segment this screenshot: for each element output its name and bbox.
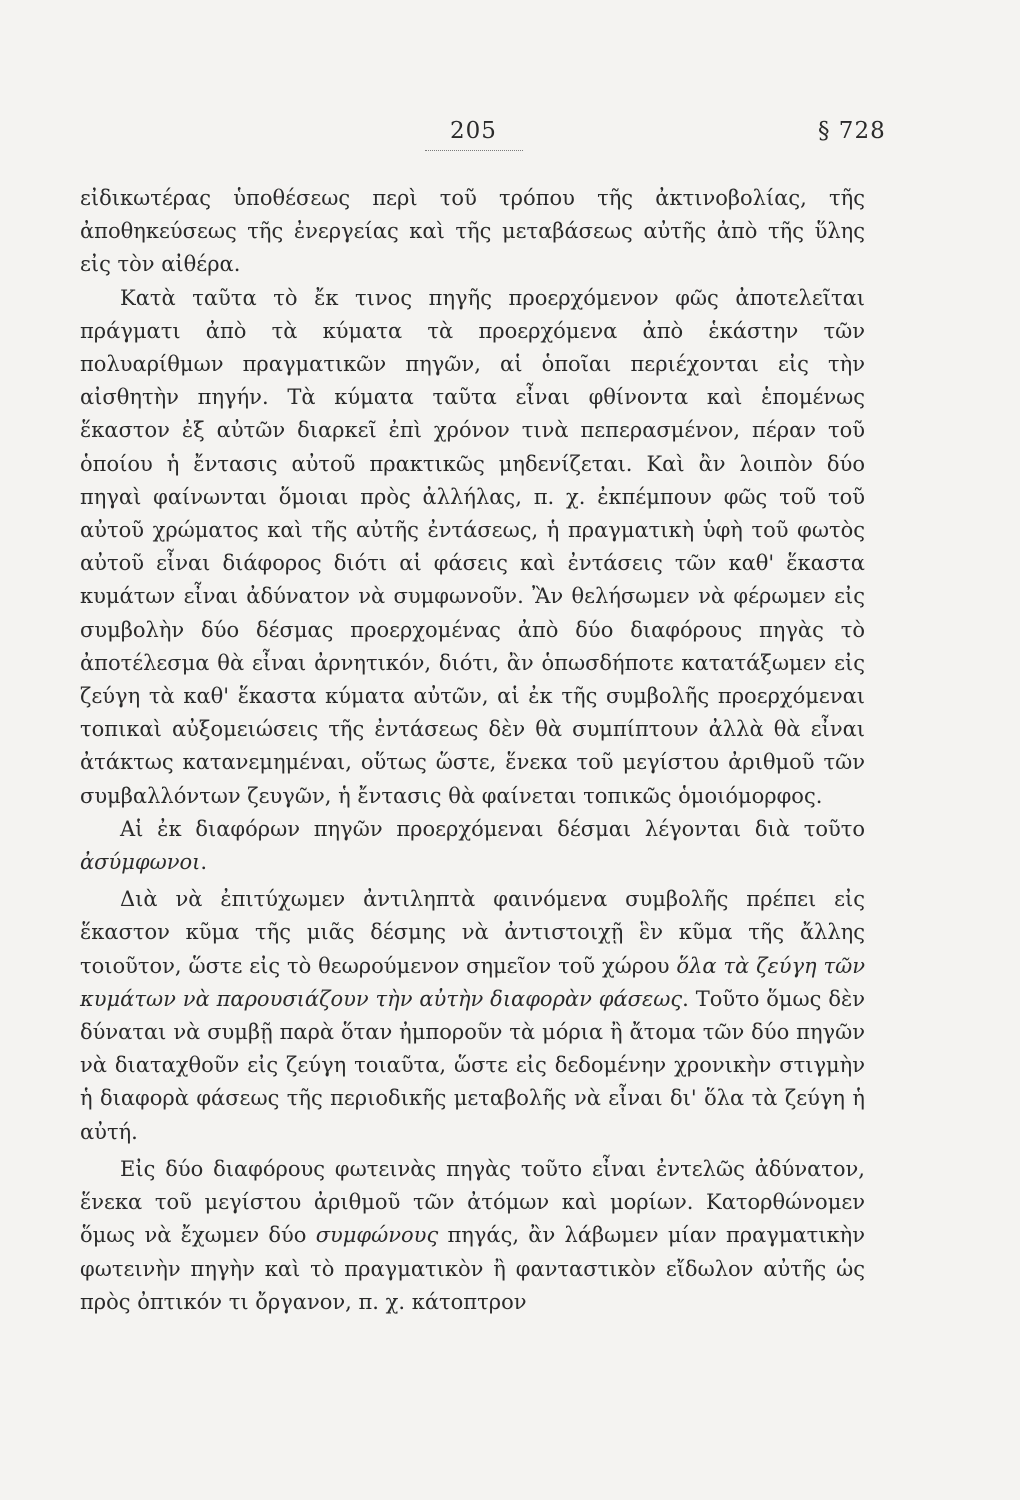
paragraph-continuation: εἰδικωτέρας ὑποθέσεως περὶ τοῦ τρόπου τῆς ἀκτινοβολίας, τῆς ἀποθηκεύσεως τῆς ἐνεργείας καὶ τῆς μεταβάσεως αὐτῆς ἀπὸ τῆς ὕλης εἰς τὸν αἰθέρα. [80, 186, 865, 277]
paragraph [80, 1153, 865, 1319]
page-number-underline [425, 150, 523, 151]
emphasized-term: συμφώνους [315, 1223, 439, 1248]
body-text [80, 182, 865, 1319]
emphasized-term: ἀσύμφωνοι [80, 850, 201, 875]
paragraph-text: . [200, 850, 208, 875]
paragraph-text: πηγάς, ἂν λάβωμεν μίαν πραγματικὴν φωτεινὴν πηγὴν καὶ τὸ πραγματικὸν ἢ φανταστικὸν εἴδωλον αὐτῆς ὡς πρὸς ὀπτικόν τι ὄργανον, π. χ. κάτοπτρον [80, 1223, 865, 1314]
page-number: 205 [450, 118, 497, 144]
section-reference: § 728 [818, 118, 886, 144]
paragraph [80, 883, 865, 1149]
paragraph-text: Εἰς δύο διαφόρους φωτεινὰς πηγὰς τοῦτο εἶναι ἐντελῶς ἀδύνατον, ἕνεκα τοῦ μεγίστου ἀριθμοῦ τῶν ἀτόμων καὶ μορίων. Κατορθώνομεν ὅμως νὰ ἔχωμεν δύο [80, 1156, 865, 1248]
emphasized-phrase: ὅλα τὰ ζεύγη τῶν κυμάτων νὰ παρουσιάζουν τὴν αὐτὴν διαφορὰν φάσεως [80, 953, 865, 1011]
paragraph-text: . Τοῦτο ὅμως δὲν δύναται νὰ συμβῇ παρὰ ὅταν ἠμποροῦν τὰ μόρια ἢ ἄτομα τῶν δύο πηγῶν νὰ διαταχθοῦν εἰς ζεύγη τοιαῦτα, ὥστε εἰς δεδομένην χρονικὴν στιγμὴν ἡ διαφορὰ φάσεως τῆς περιοδικῆς μεταβολῆς νὰ εἶναι δι' ὅλα τὰ ζεύγη ἡ αὐτή. [80, 986, 866, 1144]
paragraph-text: Διὰ νὰ ἐπιτύχωμεν ἀντιληπτὰ φαινόμενα συμβολῆς πρέπει εἰς ἕκαστον κῦμα τῆς μιᾶς δέσμης νὰ ἀντιστοιχῇ ἓν κῦμα τῆς ἄλλης τοιοῦτον, ὥστε εἰς τὸ θεωρούμενον σημεῖον τοῦ χώρου [80, 887, 865, 978]
paragraph [80, 813, 865, 879]
paragraph: Κατὰ ταῦτα τὸ ἔκ τινος πηγῆς προερχόμενον φῶς ἀποτελεῖται πράγματι ἀπὸ τὰ κύματα τὰ προερχόμενα ἀπὸ ἑκάστην τῶν πολυαρίθμων πραγματικῶν πηγῶν, αἱ ὁποῖαι περιέχονται εἰς τὴν αἰσθητὴν πηγήν. Τὰ κύματα ταῦτα εἶναι φθίνοντα καὶ ἑπομένως ἕκαστον ἐξ αὐτῶν διαρκεῖ ἐπὶ χρόνον τινὰ πεπερασμένον, πέραν τοῦ ὁποίου ἡ ἔντασις αὐτοῦ πρακτικῶς μηδενίζεται. Καὶ ἂν λοιπὸν δύο πηγαὶ φαίνωνται ὅμοιαι πρὸς ἀλλήλας, π. χ. ἐκπέμπουν φῶς τοῦ τοῦ αὐτοῦ χρώματος καὶ τῆς αὐτῆς ἐντάσεως, ἡ πραγματικὴ ὑφὴ τοῦ φωτὸς αὐτοῦ εἶναι διάφορος διότι αἱ φάσεις καὶ ἐντάσεις τῶν καθ' ἕκαστα κυμάτων εἶναι ἀδύνατον νὰ συμφωνοῦν. Ἂν θελήσωμεν νὰ φέρωμεν εἰς συμβολὴν δύο δέσμας προερχομένας ἀπὸ δύο διαφόρους πηγὰς τὸ ἀποτέλεσμα θὰ εἶναι ἀρνητικόν, διότι, ἂν ὁπωσδήποτε κατατάξωμεν εἰς ζεύγη τὰ καθ' ἕκαστα κύματα αὐτῶν, αἱ ἐκ τῆς συμβολῆς προερχόμεναι τοπικαὶ αὐξομειώσεις τῆς ἐντάσεως δὲν θὰ συμπίπτουν ἀλλὰ θὰ εἶναι ἀτάκτως κατανεμημέναι, οὕτως ὥστε, ἕνεκα τοῦ μεγίστου ἀριθμοῦ τῶν συμβαλλόντων ζευγῶν, ἡ ἔντασις θὰ φαίνεται τοπικῶς ὁμοιόμορφος. [80, 285, 865, 808]
paragraph-text: Αἱ ἐκ διαφόρων πηγῶν προερχόμεναι δέσμαι λέγονται διὰ τοῦτο [120, 816, 865, 841]
